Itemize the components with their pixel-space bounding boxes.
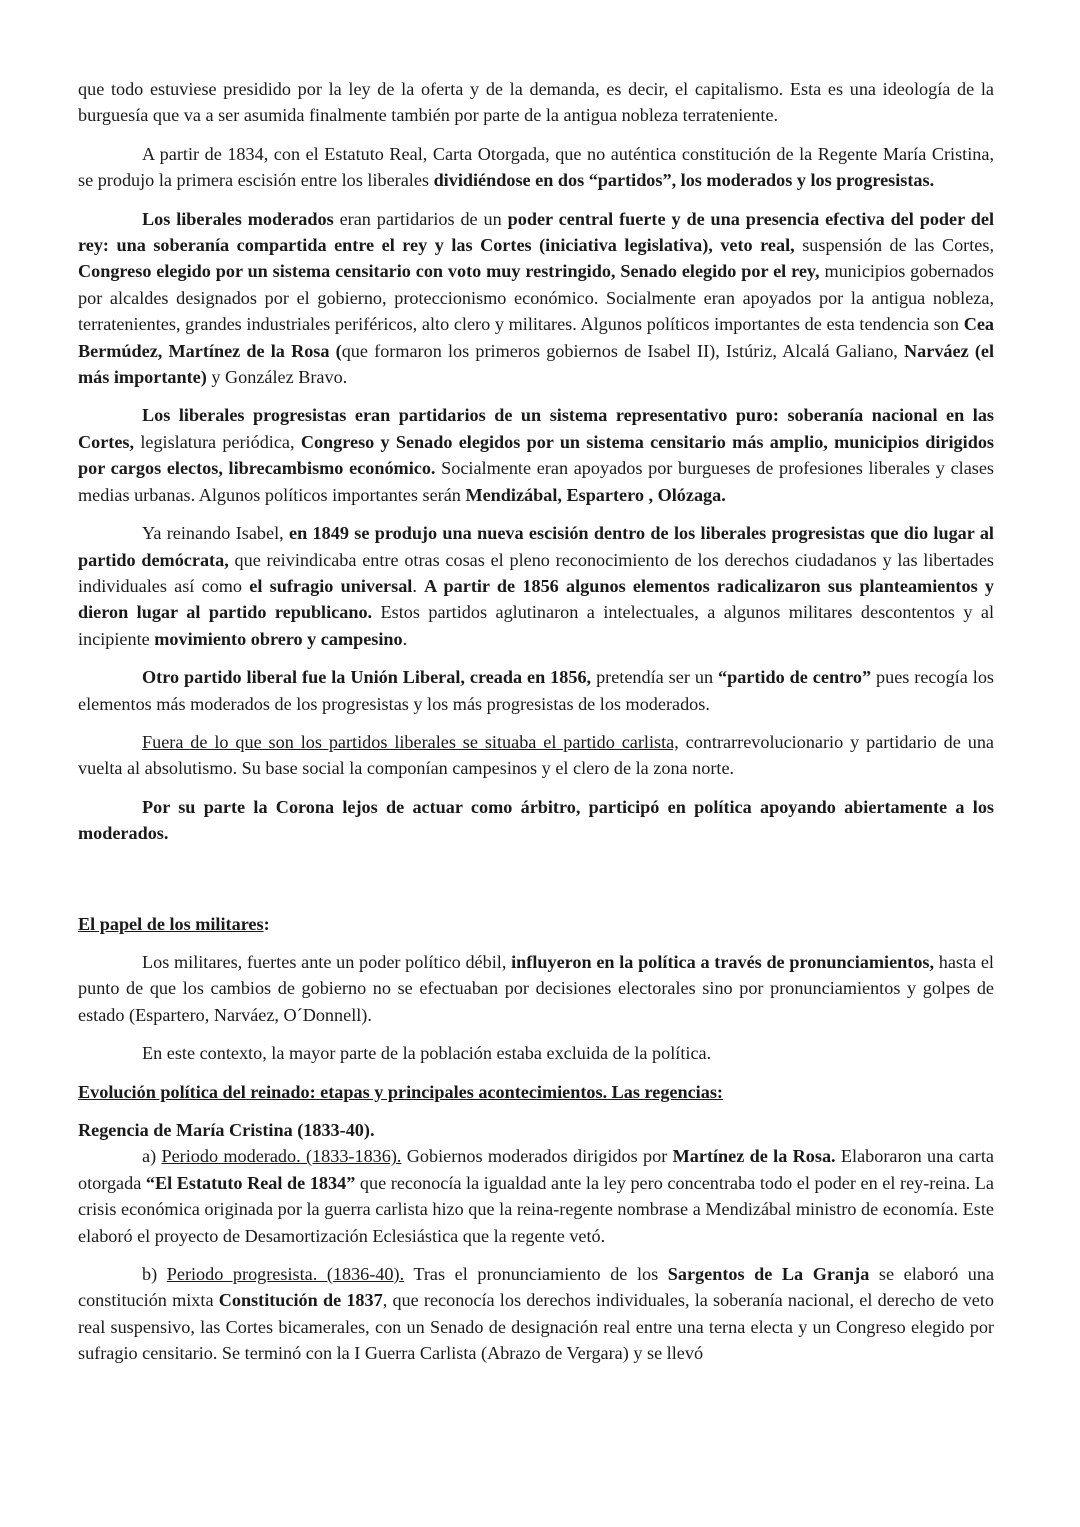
paragraph-militares: Los militares, fuertes ante un poder político débil, influyeron en la política a través de pronunciamientos, hasta el punto de que los cambios de gobierno no se efectuaban por decisiones electorales sino por pronunciamientos y golpes de estado (Espartero, Narváez, O´Donnell).	[78, 951, 994, 1025]
paragraph-union-liberal: Otro partido liberal fue la Unión Liberal, creada en 1856, pretendía ser un “partido de centro” pues recogía los elementos más moderados de los progresistas y los más progresistas de los moderados.	[78, 667, 994, 714]
heading-regencia-maria-cristina: Regencia de María Cristina (1833-40).	[78, 1120, 375, 1140]
spacer	[78, 859, 994, 911]
paragraph-capitalism: que todo estuviese presidido por la ley de la oferta y de la demanda, es decir, el capitalismo. Esta es una ideología de la burguesía que va a ser asumida finalmente también por parte de la antigua nobleza terrateniente.	[78, 79, 994, 126]
paragraph-corona: Por su parte la Corona lejos de actuar como árbitro, participó en política apoyando abiertamente a los moderados.	[78, 796, 994, 844]
heading-evolucion: Evolución política del reinado: etapas y principales acontecimientos. Las regencias:	[78, 1081, 723, 1102]
paragraph-poblacion: En este contexto, la mayor parte de la población estaba excluida de la política.	[142, 1043, 712, 1064]
paragraph-periodo-moderado: a) Periodo moderado. (1833-1836). Gobiernos moderados dirigidos por Martínez de la Rosa. Elaboraron una carta otorgada “El Estatuto Real de 1834” que reconocía la igualdad ante la ley pero concentraba todo el poder en el rey-reina. La crisis económica originada por la guerra carlista hizo que la reina-regente nombrase a Mendizábal ministro de economía. Este elaboró el proyecto de Desamortización Eclesiástica que la regente vetó.	[78, 1146, 994, 1246]
heading-militares: El papel de los militares:	[78, 913, 270, 934]
paragraph-carlista: Fuera de lo que son los partidos liberales se situaba el partido carlista, contrarrevolucionario y partidario de una vuelta al absolutismo. Su base social la componían campesinos y el clero de la zona norte.	[78, 731, 994, 779]
paragraph-democrata: Ya reinando Isabel, en 1849 se produjo una nueva escisión dentro de los liberales progresistas que dio lugar al partido demócrata, que reivindicaba entre otras cosas el pleno reconocimiento de los derechos ciudadanos y las libertades individuales así como el sufragio universal. A partir de 1856 algunos elementos radicalizaron sus planteamientos y dieron lugar al partido republicano. Estos partidos aglutinaron a intelectuales, a algunos militares descontentos y al incipiente movimiento obrero y campesino.	[78, 523, 995, 649]
document-page	[78, 76, 994, 1367]
paragraph-escision: A partir de 1834, con el Estatuto Real, Carta Otorgada, que no auténtica constitución de la Regente María Cristina, se produjo la primera escisión entre los liberales dividiéndose en dos “partidos”, los moderados y los progresistas.	[78, 143, 994, 191]
paragraph-periodo-progresista: b) Periodo progresista. (1836-40). Tras el pronunciamiento de los Sargentos de La Granja se elaboró una constitución mixta Constitución de 1837, que reconocía los derechos individuales, la soberanía nacional, el derecho de veto real suspensivo, las Cortes bicamerales, con un Senado de designación real entre una terna electa y un Congreso elegido por sufragio censitario. Se terminó con la I Guerra Carlista (Abrazo de Vergara) y se llevó	[78, 1264, 995, 1364]
paragraph-progresistas: Los liberales progresistas eran partidarios de un sistema representativo puro: soberanía nacional en las Cortes, legislatura periódica, Congreso y Senado elegidos por un sistema censitario más amplio, municipios dirigidos por cargos electos, librecambismo económico. Socialmente eran apoyados por burgueses de profesiones liberales y clases medias urbanas. Algunos políticos importantes serán Mendizábal, Espartero , Olózaga.	[78, 405, 994, 505]
paragraph-moderados: Los liberales moderados eran partidarios de un poder central fuerte y de una presencia efectiva del poder del rey: una soberanía compartida entre el rey y las Cortes (iniciativa legislativa), veto real, suspensión de las Cortes, Congreso elegido por un sistema censitario con voto muy restringido, Senado elegido por el rey, municipios gobernados por alcaldes designados por el gobierno, proteccionismo económico. Socialmente eran apoyados por la antigua nobleza, terratenientes, grandes industriales periféricos, alto clero y militares. Algunos políticos importantes de esta tendencia son Cea Bermúdez, Martínez de la Rosa (que formaron los primeros gobiernos de Isabel II), Istúriz, Alcalá Galiano, Narváez (el más importante) y González Bravo.	[78, 208, 995, 388]
